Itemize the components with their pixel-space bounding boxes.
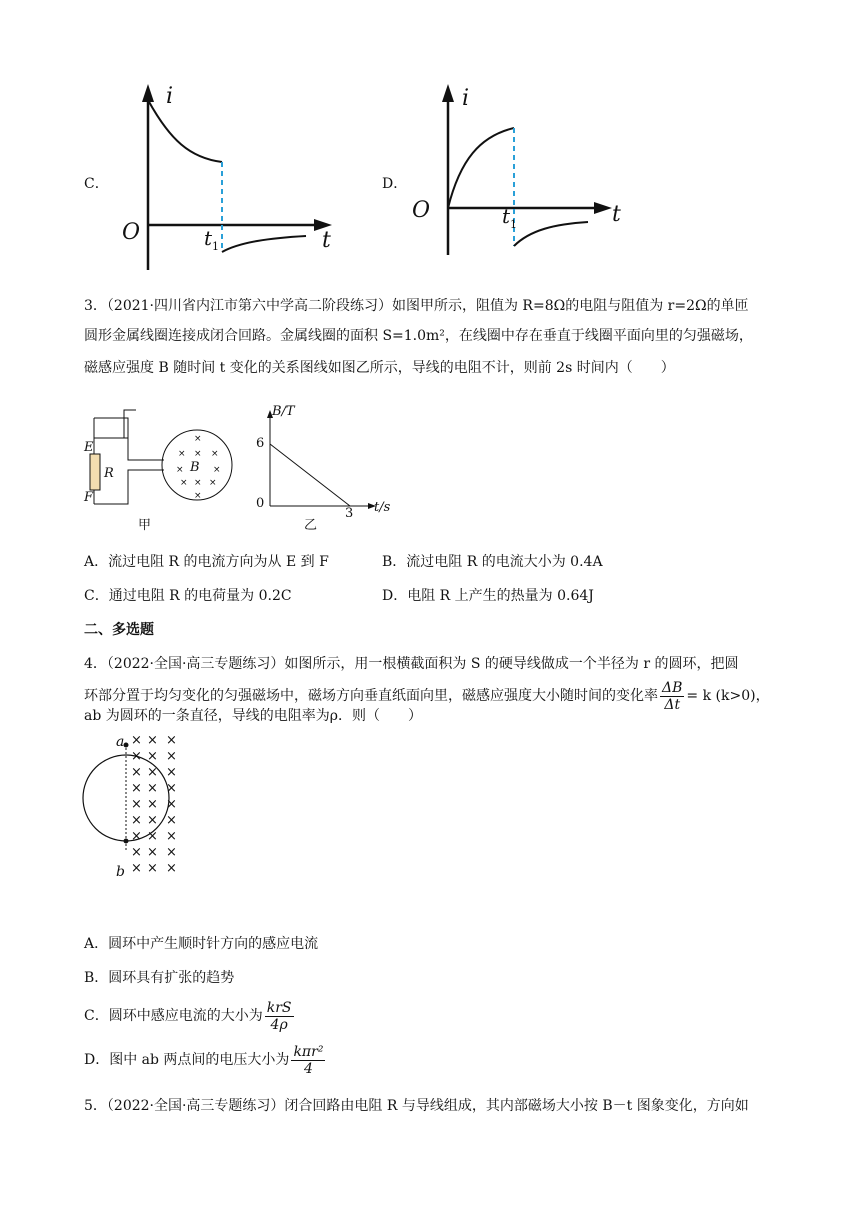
q4-option-b[interactable]: B．圆环具有扩张的趋势 <box>84 970 235 986</box>
figure-ring-magnetic-field <box>80 732 200 892</box>
graph-option-d <box>410 80 670 280</box>
graph-c-axis-t: t <box>322 228 331 253</box>
fig-yi-x-tick: 3 <box>345 506 354 521</box>
svg-text:×: × <box>166 845 177 860</box>
q3-stem-line-3: 磁感应强度 B 随时间 t 变化的关系图线如图乙所示，导线的电阻不计，则前 2s 时间内（ ） <box>84 360 675 376</box>
option-c-fraction: $\frac{\text{krS}}{4\rho}$ <box>266 999 292 1033</box>
q4-option-c[interactable]: C．圆环中感应电流的大小为 $\frac{\text{krS}}{4\rho}$ <box>84 999 292 1033</box>
svg-text:×: × <box>176 465 184 475</box>
graph-d-axis-t: t <box>612 202 621 227</box>
rate-fraction: $\frac{\Delta B}{\Delta t}$ <box>662 679 683 713</box>
q4-stem-line-2: 环部分置于均匀变化的匀强磁场中，磁场方向垂直纸面向里，磁感应强度大小随时间的变化率 $\frac{\Delta B}{\Delta t}$ = k (k>0)， <box>84 679 770 713</box>
svg-text:×: × <box>131 749 142 764</box>
fig-jia-label-e: E <box>84 440 94 455</box>
q3-option-b[interactable]: B．流过电阻 R 的电流大小为 0.4A <box>382 554 603 570</box>
fig-jia-caption: 甲 <box>138 518 152 533</box>
ring-label-a: a <box>116 734 125 750</box>
q3-option-c[interactable]: C．通过电阻 R 的电荷量为 0.2C <box>84 588 292 604</box>
fig-yi-ylabel: B/T <box>272 404 295 419</box>
ring-label-b: b <box>116 864 125 880</box>
figure-jia-circuit <box>84 408 254 518</box>
svg-text:×: × <box>147 829 158 844</box>
svg-text:×: × <box>131 845 142 860</box>
svg-text:×: × <box>166 829 177 844</box>
section-title: 二、多选题 <box>84 622 154 638</box>
svg-text:×: × <box>131 733 142 748</box>
svg-text:×: × <box>131 797 142 812</box>
q3-stem-line-2: 圆形金属线圈连接成闭合回路。金属线圈的面积 S=1.0m²，在线圈中存在垂直于线圈平面向里的匀强磁场， <box>84 328 753 344</box>
svg-text:×: × <box>211 449 219 459</box>
graph-d-axis-i: i <box>462 86 470 111</box>
q4-option-d[interactable]: D．图中 ab 两点间的电压大小为 $\frac{\text{kπr²}}{4}$ <box>84 1043 324 1077</box>
svg-text:×: × <box>147 781 158 796</box>
svg-text:×: × <box>166 733 177 748</box>
graph-d-origin: O <box>412 198 431 223</box>
svg-text:×: × <box>147 797 158 812</box>
svg-text:×: × <box>194 478 202 488</box>
svg-text:×: × <box>147 733 158 748</box>
svg-text:×: × <box>209 478 217 488</box>
fig-yi-xlabel: t/s <box>374 500 391 515</box>
svg-text:×: × <box>131 829 142 844</box>
q3-option-d[interactable]: D．电阻 R 上产生的热量为 0.64J <box>382 588 594 604</box>
svg-text:×: × <box>166 861 177 876</box>
svg-text:×: × <box>194 434 202 444</box>
svg-text:×: × <box>194 491 202 501</box>
graph-c-t1: $t_1$ <box>204 226 220 253</box>
q3-stem-line-1: 3．（2021·四川省内江市第六中学高二阶段练习）如图甲所示，阻值为 R=8Ω的电阻与阻值为 r=2Ω的单匝 <box>84 298 749 314</box>
fig-yi-caption: 乙 <box>304 518 318 533</box>
option-d-fraction: $\frac{\text{kπr²}}{4}$ <box>293 1043 324 1077</box>
option-d-label: D． <box>382 176 408 192</box>
fig-yi-origin: 0 <box>256 496 265 511</box>
fig-jia-label-b: B <box>190 460 200 475</box>
svg-text:×: × <box>131 781 142 796</box>
svg-text:×: × <box>166 813 177 828</box>
svg-text:×: × <box>147 861 158 876</box>
graph-c-origin: O <box>122 220 141 245</box>
option-c-label: C． <box>84 176 109 192</box>
q4-option-a[interactable]: A．圆环中产生顺时针方向的感应电流 <box>84 936 319 952</box>
svg-text:×: × <box>166 765 177 780</box>
figure-yi-graph <box>262 408 392 518</box>
svg-text:×: × <box>166 797 177 812</box>
svg-text:×: × <box>213 465 221 475</box>
fig-jia-label-f: F <box>84 490 94 505</box>
graph-d-t1: $t_1$ <box>502 204 518 231</box>
q4-stem-line-3: ab 为圆环的一条直径，导线的电阻率为ρ．则（ ） <box>84 708 422 724</box>
svg-text:×: × <box>131 861 142 876</box>
svg-text:×: × <box>147 749 158 764</box>
graph-c-axis-i: i <box>166 84 174 109</box>
fig-yi-y-tick: 6 <box>256 436 265 451</box>
svg-text:×: × <box>180 478 188 488</box>
q5-stem-line-1: 5．（2022·全国·高三专题练习）闭合回路由电阻 R 与导线组成，其内部磁场大小按 B－t 图象变化，方向如 <box>84 1098 749 1114</box>
q4-stem-line-1: 4．（2022·全国·高三专题练习）如图所示，用一根横截面积为 S 的硬导线做成一个半径为 r 的圆环，把圆 <box>84 656 739 672</box>
fig-jia-label-r: R <box>104 466 114 481</box>
svg-text:×: × <box>147 765 158 780</box>
q3-option-a[interactable]: A．流过电阻 R 的电流方向为从 E 到 F <box>84 554 329 570</box>
graph-option-c <box>110 80 370 280</box>
svg-text:×: × <box>194 449 202 459</box>
svg-text:×: × <box>166 781 177 796</box>
svg-text:×: × <box>147 813 158 828</box>
svg-text:×: × <box>166 749 177 764</box>
svg-text:×: × <box>147 845 158 860</box>
svg-text:×: × <box>131 765 142 780</box>
svg-text:×: × <box>178 449 186 459</box>
svg-text:×: × <box>131 813 142 828</box>
